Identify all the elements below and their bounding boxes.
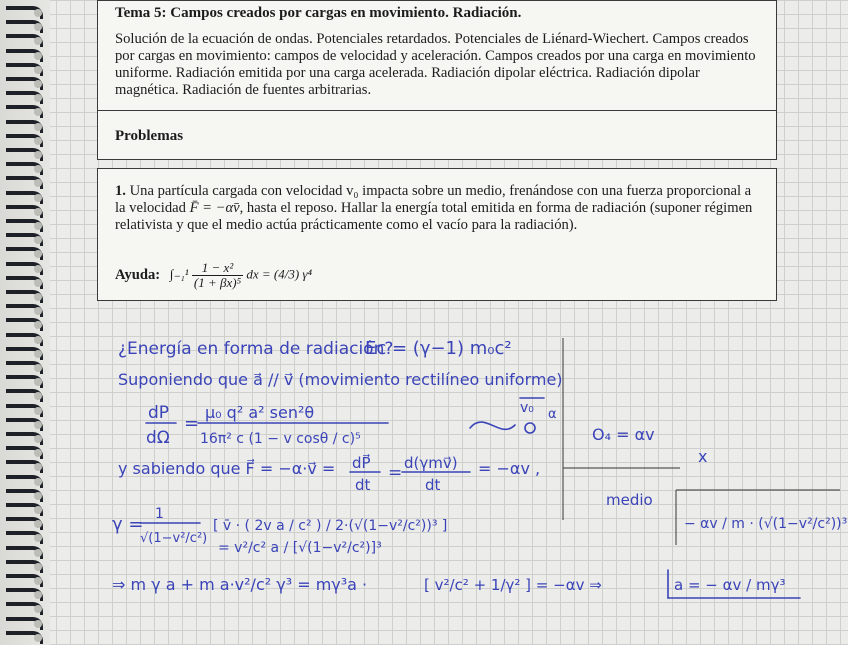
hw-kinetic-energy: Ec = (γ−1) m₀c²: [365, 338, 512, 359]
hw-dP: dP: [148, 403, 170, 423]
hw-knowing-force: y sabiendo que F⃗ = −α·v⃗ =: [118, 459, 336, 478]
hint-numerator: 1 − x²: [192, 261, 243, 276]
problem-number: 1.: [115, 183, 126, 199]
tema-title: Tema 5: Campos creados por cargas en movimiento. Radiación.: [115, 5, 522, 21]
hw-equals-2: =: [388, 463, 403, 483]
hw-right-eq: − αv / m · (√(1−v²/c²))³: [684, 516, 848, 532]
hw-assumption: Suponiendo que a⃗ // v⃗ (movimiento rectilíneo uniforme): [118, 370, 563, 389]
problem-text-part2: , hasta el reposo. Hallar la energía total emitida en forma de radiación (suponer régimen relativista y que el medio actúa prácticamente como el vacío para la radiación).: [115, 200, 753, 233]
hw-line4: ⇒ m γ a + m a·v²/c² γ³ = mγ³a ·: [112, 575, 368, 594]
hw-sketch-path: [470, 422, 515, 429]
hint-label: Ayuda:: [115, 266, 161, 283]
hw-minus-alpha-v: = −αv ,: [478, 459, 541, 478]
hw-side-eq: O₄ = αv: [592, 425, 655, 444]
hw-axis-x: x: [698, 447, 708, 466]
problemas-heading: Problemas: [115, 128, 184, 144]
topics-paragraph: Solución de la ecuación de ondas. Potenciales retardados. Potenciales de Liénard-Wiechert. Campos creados por cargas en movimiento: campos de velocidad y aceleración. Campos creados por una carga en movimiento uniforme. Radiación emitida por una carga acelerada. Radiación dipolar eléctrica. Radiación dipolar magnética. Radiación de fuentes arbitrarias.: [115, 31, 756, 98]
hw-gamma-eq: γ =: [112, 514, 144, 535]
hw-equals-1: =: [184, 413, 200, 434]
hw-dt-2: dt: [425, 476, 441, 494]
hw-bracket-1: [ v̄ · ( 2v a / c² ) / 2·(√(1−v²/c²))³ ]: [213, 518, 448, 534]
hw-gamma-num: 1: [155, 506, 164, 522]
hw-power-numerator: μ₀ q² a² sen²θ: [205, 403, 315, 422]
hw-sketch-v0: v₀: [520, 400, 534, 416]
hw-energy-question: ¿Energía en forma de radiación?: [118, 339, 394, 359]
hint-integral: ∫₋₁¹: [169, 266, 189, 282]
hint-denominator: (1 + βx)⁵: [193, 275, 242, 290]
hw-power-denominator: 16π² c (1 − v cosθ / c)⁵: [200, 431, 361, 447]
hw-dOmega: dΩ: [146, 428, 170, 448]
hw-bracket-2: = v²/c² a / [√(1−v²/c²)]³: [218, 540, 382, 556]
hw-line4b: [ v²/c² + 1/γ² ] = −αv ⇒: [424, 576, 602, 594]
hw-gamma-den: √(1−v²/c²): [140, 531, 208, 546]
hint-result: dx = (4/3) γ⁴: [246, 266, 313, 282]
hw-dP-vec: dP⃗: [352, 454, 371, 472]
problem-force: F̄ = −αv̄: [189, 200, 240, 216]
hw-sketch-alpha: α: [548, 407, 557, 422]
hw-dt-1: dt: [355, 476, 371, 494]
hw-dgmv: d(γmv⃗): [404, 454, 458, 472]
hw-line4c: a = − αv / mγ³: [674, 576, 786, 594]
hw-sketch-charge: [525, 423, 535, 433]
hw-medio: medio: [606, 491, 653, 509]
problem-text-part1: Una partícula cargada con velocidad v₀ impacta sobre un medio, frenándose con una fuerza proporcional a la velocidad: [115, 183, 752, 216]
